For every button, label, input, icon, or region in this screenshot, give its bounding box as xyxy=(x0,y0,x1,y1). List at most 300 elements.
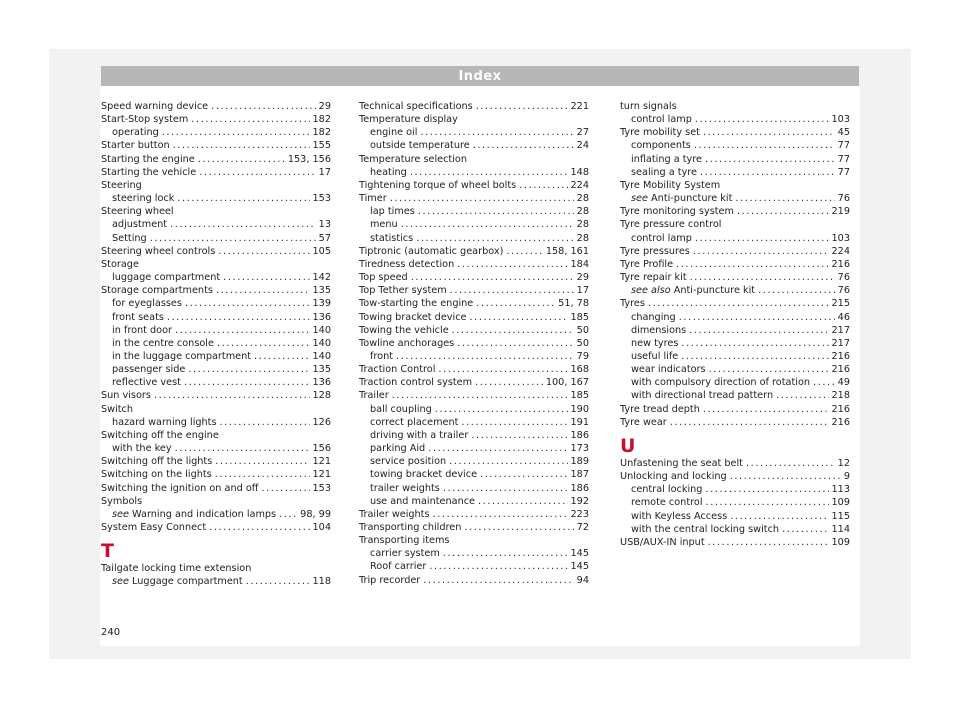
index-entry xyxy=(620,470,850,483)
page-reference: 57 xyxy=(318,232,331,244)
page-reference: 77 xyxy=(837,153,850,165)
dot-leader xyxy=(177,192,309,205)
dot-leader xyxy=(695,113,829,126)
index-subentry xyxy=(620,363,850,376)
page-reference: 77 xyxy=(837,166,850,178)
entry-term: USB/AUX-IN input xyxy=(620,536,705,548)
reference-target: Warning and indication lamps xyxy=(128,508,277,520)
index-entry xyxy=(620,536,850,549)
page-reference: 140 xyxy=(312,324,331,336)
entry-term: hazard warning lights xyxy=(112,416,217,428)
entry-term: Start-Stop system xyxy=(101,114,189,126)
dot-leader xyxy=(175,324,309,337)
page-reference: 168 xyxy=(570,364,589,376)
page-reference: 221 xyxy=(570,101,589,112)
page-reference: 223 xyxy=(570,508,589,520)
index-entry xyxy=(101,245,331,258)
dot-leader xyxy=(676,258,828,271)
dot-leader xyxy=(746,457,835,470)
dot-leader xyxy=(457,258,567,271)
entry-term: Trailer weights xyxy=(359,508,430,520)
dot-leader xyxy=(480,468,567,481)
entry-term: for eyeglasses xyxy=(112,298,182,310)
dot-leader xyxy=(471,429,567,442)
entry-term: service position xyxy=(370,456,447,468)
entry-term: dimensions xyxy=(631,324,687,336)
dot-leader xyxy=(813,376,835,389)
index-entry xyxy=(101,521,331,534)
dot-leader xyxy=(209,521,309,534)
entry-term: Technical specifications xyxy=(359,101,473,112)
index-subentry xyxy=(620,166,850,179)
entry-term: Tiptronic (automatic gearbox) xyxy=(359,245,504,257)
index-subentry xyxy=(359,482,589,495)
page-reference: 94 xyxy=(576,574,589,586)
page-reference: 136 xyxy=(312,377,331,389)
page-reference: 77 xyxy=(837,140,850,152)
page-reference: 28 xyxy=(576,206,589,218)
entry-term: reflective vest xyxy=(112,377,181,389)
index-entry xyxy=(359,192,589,205)
entry-term: turn signals xyxy=(620,101,677,112)
entry-term: Speed warning device xyxy=(101,101,209,112)
entry-term: Tightening torque of wheel bolts xyxy=(359,179,517,191)
index-subentry xyxy=(101,126,331,139)
page-reference: 28 xyxy=(576,219,589,231)
page-reference: 135 xyxy=(312,285,331,297)
index-subentry xyxy=(620,523,850,536)
dot-leader xyxy=(690,271,835,284)
index-entry xyxy=(101,205,331,218)
dot-leader xyxy=(473,139,574,152)
dot-leader xyxy=(730,470,841,483)
entry-term: Tyre pressures xyxy=(620,245,690,257)
index-subentry xyxy=(359,442,589,455)
page-reference: 105 xyxy=(312,245,331,257)
dot-leader xyxy=(478,495,568,508)
index-subentry xyxy=(101,232,331,245)
page-reference: 28 xyxy=(576,232,589,244)
entry-term: Switching off the engine xyxy=(101,429,219,441)
index-entry xyxy=(359,521,589,534)
page-reference: 103 xyxy=(831,114,850,126)
page-reference: 135 xyxy=(312,364,331,376)
page-reference: 145 xyxy=(570,548,589,560)
index-entry xyxy=(101,258,331,271)
entry-term: Towing the vehicle xyxy=(359,324,449,336)
entry-term: remote control xyxy=(631,497,703,509)
page-reference: 76 xyxy=(837,272,850,284)
see-reference: see xyxy=(631,193,648,205)
index-entry xyxy=(359,534,589,547)
dot-leader xyxy=(410,166,568,179)
dot-leader xyxy=(758,284,835,297)
entry-term: Traction Control xyxy=(359,364,436,376)
index-entry xyxy=(620,100,850,113)
index-entry xyxy=(620,416,850,429)
page-reference: 109 xyxy=(831,497,850,509)
entry-term: central locking xyxy=(631,484,703,496)
page-reference: 17 xyxy=(318,166,331,178)
index-entry xyxy=(101,429,331,442)
entry-term: Starting the engine xyxy=(101,153,195,165)
index-entry xyxy=(101,482,331,495)
index-subentry xyxy=(359,403,589,416)
entry-term: Transporting items xyxy=(359,535,450,547)
dot-leader xyxy=(429,560,567,573)
index-subentry xyxy=(101,192,331,205)
see-reference: see xyxy=(112,576,129,588)
index-entry xyxy=(359,376,589,389)
dot-leader xyxy=(396,350,574,363)
entry-term: Unfastening the seat belt xyxy=(620,457,743,469)
index-subentry xyxy=(620,192,850,205)
entry-term xyxy=(112,575,243,588)
dot-leader xyxy=(700,166,835,179)
index-subentry xyxy=(101,311,331,324)
page-reference: 153, 156 xyxy=(287,153,331,165)
index-column-3 xyxy=(620,100,850,549)
index-entry xyxy=(620,179,850,192)
index-entry xyxy=(359,245,589,258)
index-subentry xyxy=(620,376,850,389)
page-reference: 224 xyxy=(570,179,589,191)
entry-term: with Keyless Access xyxy=(631,510,728,522)
entry-term: Switching on the lights xyxy=(101,469,212,481)
entry-term: front xyxy=(370,350,394,362)
dot-leader xyxy=(220,416,310,429)
index-entry xyxy=(101,495,331,508)
page-reference: 17 xyxy=(576,285,589,297)
dot-leader xyxy=(506,245,542,258)
entry-term: use and maintenance xyxy=(370,495,475,507)
dot-leader xyxy=(730,510,828,523)
entry-term: Traction control system xyxy=(359,377,473,389)
index-subentry xyxy=(620,232,850,245)
dot-leader xyxy=(215,468,310,481)
page-reference: 219 xyxy=(831,206,850,218)
index-subentry xyxy=(101,363,331,376)
index-subentry xyxy=(359,455,589,468)
entry-term: correct placement xyxy=(370,416,459,428)
entry-term: changing xyxy=(631,311,676,323)
dot-leader xyxy=(703,403,829,416)
index-entry xyxy=(359,389,589,402)
entry-term: Tiredness detection xyxy=(359,258,455,270)
dot-leader xyxy=(254,350,309,363)
dot-leader xyxy=(443,547,568,560)
index-subentry xyxy=(101,350,331,363)
entry-term: Roof carrier xyxy=(370,561,427,573)
entry-term: control lamp xyxy=(631,114,692,126)
dot-leader xyxy=(705,153,835,166)
entry-term: Tyres xyxy=(620,298,645,310)
entry-term: engine oil xyxy=(370,127,418,139)
page-reference: 29 xyxy=(318,101,331,112)
index-entry xyxy=(359,113,589,126)
entry-term: ball coupling xyxy=(370,403,432,415)
index-subentry xyxy=(359,350,589,363)
page-reference: 45 xyxy=(837,127,850,139)
dot-leader xyxy=(191,113,309,126)
page-reference: 156 xyxy=(312,443,331,455)
dot-leader xyxy=(519,179,567,192)
entry-term: driving with a trailer xyxy=(370,429,469,441)
page-reference: 115 xyxy=(831,510,850,522)
dot-leader xyxy=(261,482,309,495)
page-reference: 9 xyxy=(843,471,850,483)
page-reference: 182 xyxy=(312,114,331,126)
index-entry xyxy=(620,218,850,231)
entry-term: Tyre wear xyxy=(620,416,667,428)
dot-leader xyxy=(279,508,297,521)
dot-leader xyxy=(782,523,828,536)
page-reference: 218 xyxy=(831,390,850,402)
index-subentry xyxy=(620,496,850,509)
see-reference: see also xyxy=(631,285,671,297)
index-subentry xyxy=(359,495,589,508)
dot-leader xyxy=(184,376,310,389)
dot-leader xyxy=(449,455,567,468)
index-entry xyxy=(620,403,850,416)
dot-leader xyxy=(216,284,310,297)
index-entry xyxy=(620,457,850,470)
entry-term: components xyxy=(631,140,691,152)
entry-term: trailer weights xyxy=(370,482,440,494)
entry-term: menu xyxy=(370,219,398,231)
dot-leader xyxy=(737,205,829,218)
entry-term: with the key xyxy=(112,443,172,455)
dot-leader xyxy=(217,337,310,350)
index-subentry xyxy=(359,547,589,560)
dot-leader xyxy=(470,311,568,324)
index-subentry xyxy=(101,575,331,588)
index-subentry xyxy=(101,324,331,337)
index-subentry xyxy=(101,376,331,389)
page-reference: 185 xyxy=(570,311,589,323)
dot-leader xyxy=(418,205,574,218)
dot-leader xyxy=(438,363,567,376)
page-reference: 140 xyxy=(312,337,331,349)
entry-term: Tailgate locking time extension xyxy=(101,563,252,575)
entry-term: towing bracket device xyxy=(370,469,478,481)
page-reference: 192 xyxy=(570,495,589,507)
page-reference: 145 xyxy=(570,561,589,573)
index-entry xyxy=(620,271,850,284)
page-reference: 191 xyxy=(570,416,589,428)
index-entry xyxy=(101,468,331,481)
page-reference: 186 xyxy=(570,429,589,441)
dot-leader xyxy=(428,442,567,455)
dot-leader xyxy=(461,416,567,429)
index-column-2 xyxy=(359,100,589,587)
page-reference: 148 xyxy=(570,166,589,178)
index-entry xyxy=(101,153,331,166)
entry-term: Steering wheel xyxy=(101,206,174,218)
entry-term: inflating a tyre xyxy=(631,153,703,165)
entry-term xyxy=(631,192,732,205)
dot-leader xyxy=(776,389,828,402)
page-reference: 126 xyxy=(312,416,331,428)
page-reference: 50 xyxy=(576,324,589,336)
dot-leader xyxy=(705,483,828,496)
entry-term xyxy=(112,508,276,521)
page-reference: 215 xyxy=(831,298,850,310)
entry-term: Tyre Profile xyxy=(620,258,674,270)
dot-leader xyxy=(648,297,829,310)
entry-term: new tyres xyxy=(631,337,679,349)
entry-term xyxy=(631,284,755,297)
page-reference: 104 xyxy=(312,522,331,533)
dot-leader xyxy=(433,508,568,521)
entry-term: Temperature selection xyxy=(359,153,467,165)
index-column-1 xyxy=(101,100,331,588)
index-entry xyxy=(101,284,331,297)
entry-term: control lamp xyxy=(631,232,692,244)
index-entry xyxy=(359,271,589,284)
dot-leader xyxy=(223,271,309,284)
dot-leader xyxy=(693,245,829,258)
index-subentry xyxy=(359,429,589,442)
page-title: Index xyxy=(458,68,502,84)
dot-leader xyxy=(476,100,568,113)
page-reference: 76 xyxy=(837,193,850,205)
index-entry xyxy=(359,179,589,192)
page-reference: 217 xyxy=(831,337,850,349)
index-subentry xyxy=(101,337,331,350)
index-entry xyxy=(101,179,331,192)
index-subentry xyxy=(359,139,589,152)
page-reference: 46 xyxy=(837,311,850,323)
page-reference: 216 xyxy=(831,364,850,376)
page-reference: 153 xyxy=(312,482,331,494)
index-entry xyxy=(359,284,589,297)
entry-term: Transporting children xyxy=(359,522,462,533)
entry-term: luggage compartment xyxy=(112,272,221,284)
entry-term: Trip recorder xyxy=(359,574,421,586)
page-reference: 76 xyxy=(837,285,850,297)
entry-term: in front door xyxy=(112,324,173,336)
page-reference: 118 xyxy=(312,576,331,588)
entry-term: Trailer xyxy=(359,390,389,402)
index-subentry xyxy=(359,416,589,429)
entry-term: front seats xyxy=(112,311,164,323)
index-subentry xyxy=(620,139,850,152)
index-subentry xyxy=(620,153,850,166)
index-subentry xyxy=(359,468,589,481)
index-subentry xyxy=(359,560,589,573)
entry-term: parking Aid xyxy=(370,443,426,455)
entry-term: adjustment xyxy=(112,219,168,231)
page-reference: 190 xyxy=(570,403,589,415)
page-reference: 28 xyxy=(576,193,589,205)
page-reference: 27 xyxy=(576,127,589,139)
index-subentry xyxy=(359,126,589,139)
page-reference: 185 xyxy=(570,390,589,402)
dot-leader xyxy=(670,416,829,429)
dot-leader xyxy=(401,218,574,231)
dot-leader xyxy=(708,536,829,549)
dot-leader xyxy=(435,403,568,416)
dot-leader xyxy=(681,337,828,350)
page-reference: 29 xyxy=(576,272,589,284)
entry-term: steering lock xyxy=(112,193,175,205)
dot-leader xyxy=(162,126,310,139)
page-reference: 142 xyxy=(312,272,331,284)
dot-leader xyxy=(188,363,309,376)
page-reference: 140 xyxy=(312,350,331,362)
entry-term: Tyre Mobility System xyxy=(620,179,721,191)
index-entry xyxy=(620,126,850,139)
index-subentry xyxy=(101,508,331,521)
entry-term: Setting xyxy=(112,232,147,244)
index-entry xyxy=(359,508,589,521)
page-reference: 187 xyxy=(570,469,589,481)
dot-leader xyxy=(452,324,574,337)
dot-leader xyxy=(475,376,543,389)
entry-term: Symbols xyxy=(101,495,143,507)
dot-leader xyxy=(215,455,309,468)
entry-term: wear indicators xyxy=(631,364,706,376)
entry-term: Switching off the lights xyxy=(101,456,213,468)
page-reference: 158, 161 xyxy=(545,245,589,257)
page-reference: 173 xyxy=(570,443,589,455)
index-subentry xyxy=(359,232,589,245)
page-reference: 136 xyxy=(312,311,331,323)
index-subentry xyxy=(620,337,850,350)
entry-term: Starting the vehicle xyxy=(101,166,197,178)
dot-leader xyxy=(185,297,310,310)
entry-term: Sun visors xyxy=(101,390,151,402)
dot-leader xyxy=(450,284,574,297)
index-subentry xyxy=(359,166,589,179)
entry-term: with compulsory direction of rotation xyxy=(631,377,811,389)
page-number: 240 xyxy=(101,627,121,638)
dot-leader xyxy=(689,324,828,337)
index-entry xyxy=(620,205,850,218)
index-subentry xyxy=(359,205,589,218)
page-reference: 189 xyxy=(570,456,589,468)
dot-leader xyxy=(392,389,568,402)
page-reference: 128 xyxy=(312,390,331,402)
entry-term: Tyre mobility set xyxy=(620,127,700,139)
dot-leader xyxy=(170,218,316,231)
page-reference: 182 xyxy=(312,127,331,139)
page-reference: 216 xyxy=(831,350,850,362)
index-entry xyxy=(101,166,331,179)
dot-leader xyxy=(175,442,310,455)
dot-leader xyxy=(476,297,555,310)
index-entry xyxy=(101,100,331,113)
page-reference: 186 xyxy=(570,482,589,494)
index-subentry xyxy=(620,324,850,337)
entry-term: useful life xyxy=(631,350,679,362)
entry-term: Storage compartments xyxy=(101,285,213,297)
reference-target: Anti-puncture kit xyxy=(670,285,756,297)
entry-term: outside temperature xyxy=(370,140,470,152)
index-subentry xyxy=(101,416,331,429)
dot-leader xyxy=(167,311,310,324)
entry-term: lap times xyxy=(370,206,415,218)
dot-leader xyxy=(457,337,573,350)
page-reference: 100, 167 xyxy=(545,377,589,389)
entry-term: with directional tread pattern xyxy=(631,390,774,402)
page-reference: 79 xyxy=(576,350,589,362)
entry-term: Switch xyxy=(101,403,134,415)
dot-leader xyxy=(709,363,829,376)
entry-term: operating xyxy=(112,127,159,139)
index-header-bar xyxy=(101,66,859,86)
